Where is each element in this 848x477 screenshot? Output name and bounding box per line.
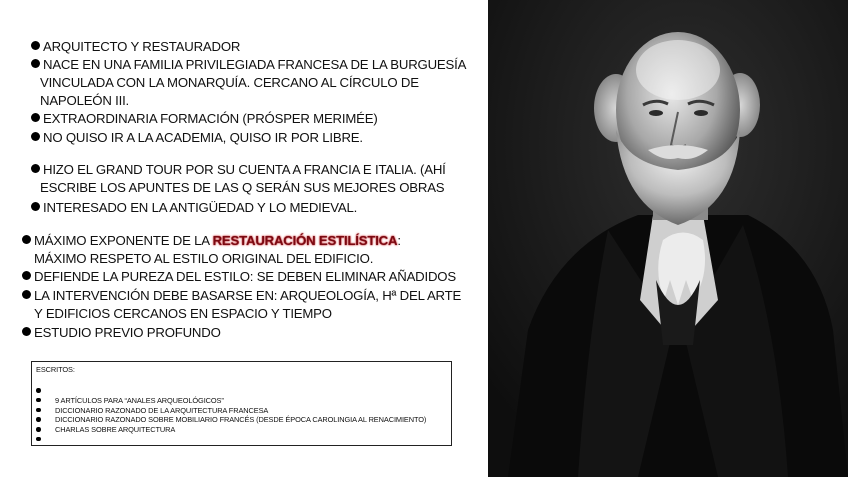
bullet-architect	[31, 38, 240, 56]
bullet-text: VINCULADA CON LA MONARQUÍA. CERCANO AL CÍRCULO DE	[40, 75, 419, 90]
bullet-dot-icon	[31, 113, 40, 122]
bullet-text: EXTRAORDINARIA FORMACIÓN (PRÓSPER MERIMÉE)	[43, 111, 378, 126]
bullet-dot-icon	[31, 164, 40, 173]
bullet-line	[22, 232, 401, 250]
bullet-dot-icon	[22, 327, 31, 336]
portrait-photo	[488, 0, 848, 477]
bullet-dot-icon	[36, 408, 41, 413]
bullet-dot-icon	[22, 271, 31, 280]
list-item	[36, 425, 426, 435]
bullet-dot-icon	[36, 417, 41, 422]
bullet-dot-icon	[22, 235, 31, 244]
highlight-term: RESTAURACIÓN ESTILÍSTICA	[212, 233, 398, 248]
bullet-academy	[31, 129, 363, 147]
bullet-dot-icon	[36, 388, 41, 393]
bullet-text: INTERESADO EN LA ANTIGÜEDAD Y LO MEDIEVAL.	[43, 200, 358, 215]
list-item	[36, 406, 426, 416]
writings-title: ESCRITOS:	[36, 365, 75, 374]
bullet-dot-icon	[31, 41, 40, 50]
bullet-text: :	[397, 233, 401, 248]
bullet-grand-tour	[31, 161, 446, 197]
bullet-training	[31, 110, 378, 128]
bullet-interests	[31, 199, 357, 217]
bullet-text: MÁXIMO RESPETO AL ESTILO ORIGINAL DEL EDIFICIO.	[34, 251, 374, 266]
bullet-text: Y EDIFICIOS CERCANOS EN ESPACIO Y TIEMPO	[34, 306, 332, 321]
bullet-purity	[22, 268, 456, 286]
bullet-dot-icon	[31, 59, 40, 68]
bullet-restoration	[22, 232, 401, 268]
bullet-text: NACE EN UNA FAMILIA PRIVILEGIADA FRANCESA DE LA BURGUESÍA	[43, 57, 467, 72]
writing-text: CHARLAS SOBRE ARQUITECTURA	[55, 425, 176, 435]
writing-text: DICCIONARIO RAZONADO DE LA ARQUITECTURA FRANCESA	[55, 405, 269, 415]
writings-list	[36, 386, 426, 445]
bullet-dot-icon	[31, 132, 40, 141]
bullet-dot-icon	[22, 290, 31, 299]
bullet-dot-icon	[36, 398, 41, 403]
portrait-image	[488, 0, 848, 477]
bullet-family	[31, 56, 466, 110]
bullet-text: ESCRIBE LOS APUNTES DE LAS Q SERÁN SUS MEJORES OBRAS	[40, 180, 445, 195]
list-item	[36, 396, 426, 406]
list-item	[36, 386, 426, 396]
bullet-text: ESTUDIO PREVIO PROFUNDO	[34, 325, 221, 340]
bullet-text: ARQUITECTO Y RESTAURADOR	[43, 39, 241, 54]
writings-box	[31, 361, 452, 446]
bullet-study	[22, 324, 221, 342]
writing-text: DICCIONARIO RAZONADO SOBRE MOBILIARIO FRANCÉS (DESDE ÉPOCA CAROLINGIA AL RENACIMIENTO)	[55, 415, 427, 425]
bullet-dot-icon	[31, 202, 40, 211]
bullet-text: DEFIENDE LA PUREZA DEL ESTILO: SE DEBEN ELIMINAR AÑADIDOS	[34, 269, 456, 284]
bullet-text: LA INTERVENCIÓN DEBE BASARSE EN: ARQUEOLOGÍA, Hª DEL ARTE	[34, 288, 462, 303]
bullet-intervention	[22, 287, 461, 323]
bullet-dot-icon	[36, 437, 41, 442]
bullet-text: HIZO EL GRAND TOUR POR SU CUENTA A FRANCIA E ITALIA. (AHÍ	[43, 162, 446, 177]
bullet-text: MÁXIMO EXPONENTE DE LA	[34, 233, 213, 248]
list-item	[36, 435, 426, 445]
writing-text: 9 ARTÍCULOS PARA “ANALES ARQUEOLÓGICOS”	[55, 395, 224, 405]
bullet-dot-icon	[36, 427, 41, 432]
bullet-text: NAPOLEÓN III.	[40, 93, 130, 108]
bullet-text: NO QUISO IR A LA ACADEMIA, QUISO IR POR LIBRE.	[43, 130, 363, 145]
list-item	[36, 415, 426, 425]
